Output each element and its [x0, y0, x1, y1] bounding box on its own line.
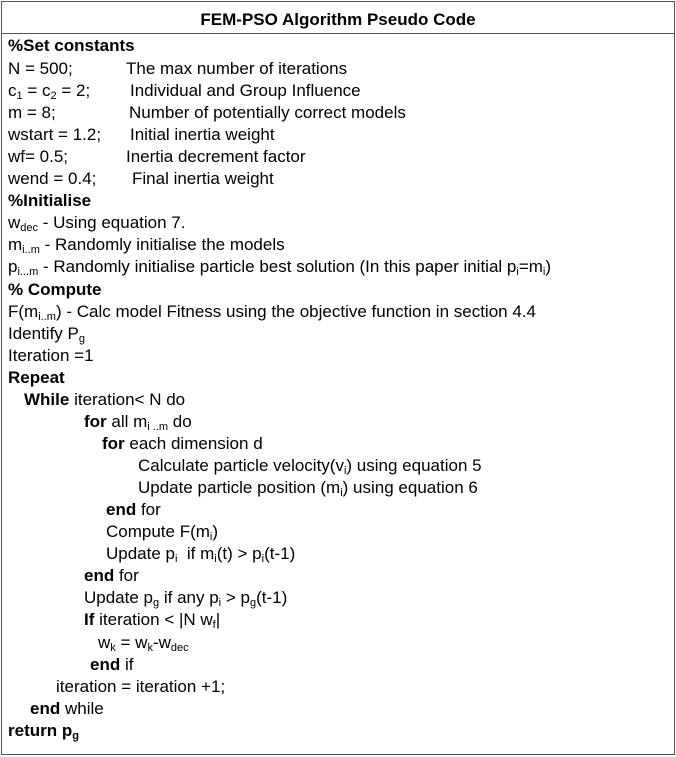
for-each-line: for each dimension d	[102, 434, 263, 453]
pseudo-code-box	[1, 1, 675, 755]
section-set-constants: %Set constants	[8, 36, 135, 55]
while-line: While iteration< N do	[24, 390, 186, 409]
init-wdec: $w_{dec}$ - Using equation 7.	[8, 213, 186, 234]
return-line: return $p_g$	[8, 721, 79, 742]
pseudo-code-title: FEM-PSO Algorithm Pseudo Code	[200, 10, 476, 29]
compute-f-line: Compute $F(m_i)$	[106, 522, 219, 543]
end-while-line: end while	[30, 699, 104, 718]
compute-fitness: $F(m_{i..m})$ - Calc model Fitness using the objective function in section 4.4	[8, 302, 536, 323]
const-wstart-left: wstart = 1.2;	[8, 125, 102, 144]
identify-pg: Identify $P_g$	[8, 324, 85, 345]
update-pi-line: Update $p_i$ if $m_i(t) > p_i(t-1)$	[106, 544, 296, 565]
end-for-inner: end for	[106, 500, 161, 519]
const-wf-left: wf= 0.5;	[8, 147, 69, 166]
end-for-outer: end for	[84, 566, 139, 585]
section-compute: % Compute	[8, 280, 102, 299]
const-m-left: m = 8;	[8, 103, 56, 122]
end-if-line: end if	[90, 655, 134, 674]
for-all-line: for all $m_{i ..m}$ do	[84, 412, 192, 433]
calc-velocity-line: Calculate particle $velocity(v_i)$ using equation 5	[138, 456, 482, 477]
const-c-left: $c_1 = c_2 = 2$;	[8, 81, 91, 102]
wk-update-line: $w_k = w_k-w_{dec}$	[98, 633, 189, 654]
init-particle-best: $p_{i...m}$ - Randomly initialise particle best solution (In this paper initial $p_i=m_i$)	[8, 257, 552, 278]
const-n-left: N = 500;	[8, 59, 73, 78]
if-line: If iteration < |N $w_f|$	[84, 610, 221, 631]
const-c-desc: Individual and Group Influence	[130, 81, 361, 100]
const-n-desc: The max number of iterations	[126, 59, 348, 78]
const-wend-desc: Final inertia weight	[132, 169, 274, 188]
const-wstart-desc: Initial inertia weight	[130, 125, 275, 144]
update-pg-line: Update $p_g$ if any $p_i > p_g(t-1)$	[84, 588, 288, 609]
section-initialise: %Initialise	[8, 191, 92, 210]
iteration-increment: iteration = iteration +1;	[56, 677, 226, 696]
init-models: $m_{i..m}$ - Randomly initialise the models	[8, 235, 285, 256]
const-wend-left: wend = 0.4;	[8, 169, 97, 188]
iteration-init: Iteration =1	[8, 346, 94, 365]
repeat-keyword: Repeat	[8, 368, 65, 387]
update-position-line: Update particle position $(m_i)$ using equation 6	[138, 478, 478, 499]
const-m-desc: Number of potentially correct models	[129, 103, 406, 122]
const-wf-desc: Inertia decrement factor	[126, 147, 306, 166]
title-divider	[2, 33, 674, 34]
